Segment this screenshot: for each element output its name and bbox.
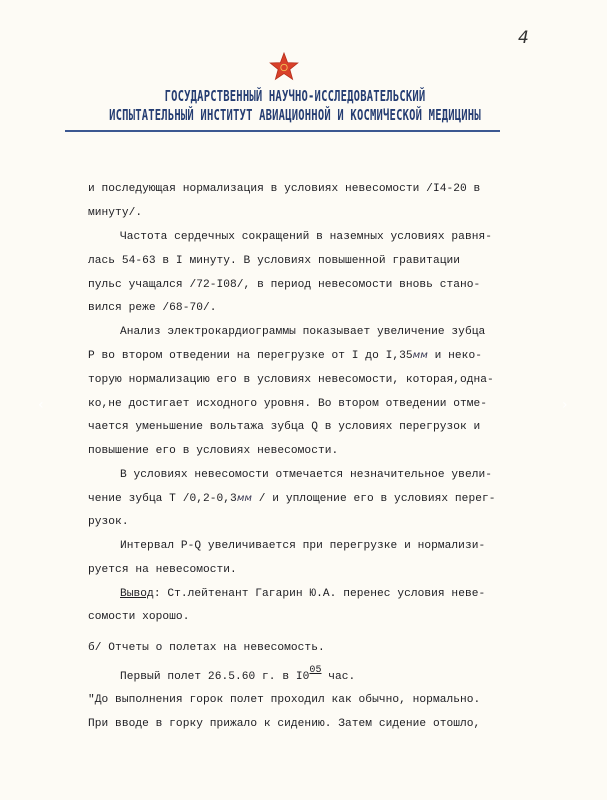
text-line: При вводе в горку прижало к сидению. Затем сидение отошло, (88, 718, 481, 730)
text-line: вился реже /68-70/. (88, 302, 217, 314)
text-line: руется на невесомости. (88, 564, 237, 576)
handwritten-unit: мм (412, 350, 428, 361)
text-line: ко,не достигает исходного уровня. Во втором отведении отме- (88, 398, 488, 410)
text-line (120, 588, 485, 600)
text-line (88, 493, 496, 505)
superscript-minutes: 05 (309, 665, 322, 676)
text-segment: / и уплощение его в условиях перег- (252, 493, 496, 505)
text-segment: чение зубца Т /0,2-0,3 (88, 493, 237, 505)
page-number: 4 (518, 28, 529, 48)
chevron-left-icon[interactable]: ‹ (38, 397, 44, 413)
letterhead-line-1: ГОСУДАРСТВЕННЫЙ НАУЧНО-ИССЛЕДОВАТЕЛЬСКИЙ (164, 88, 426, 106)
text-segment: : Ст.лейтенант Гагарин Ю.А. перенес условия невe- (153, 588, 486, 600)
text-line: В условиях невесомости отмечается незначительное увели- (120, 469, 492, 481)
text-line: Интервал Р-Q увеличивается при перегрузке и нормализи- (120, 540, 486, 552)
text-line (88, 350, 482, 362)
text-segment: Р во втором отведении на перегрузке от I до I,35 (88, 350, 413, 362)
conclusion-label: Вывод (120, 588, 154, 600)
text-segment: и неко- (427, 350, 482, 362)
text-line: лась 54-63 в I минуту. В условиях повышенной гравитации (88, 255, 460, 267)
chevron-right-icon[interactable]: › (562, 397, 568, 413)
handwritten-unit: мм (236, 493, 253, 504)
text-line: минуту/. (88, 207, 143, 219)
text-line: чается уменьшение вольтажа зубца Q в условиях перегрузок и (88, 421, 481, 433)
letterhead-rule (65, 130, 500, 132)
text-line: повышение его в условиях невесомости. (88, 445, 339, 457)
text-line (120, 665, 356, 683)
text-segment: Первый полет 26.5.60 г. в I0 (120, 671, 310, 683)
text-segment: час. (321, 671, 356, 683)
text-line: Частота сердечных сокращений в наземных условиях равня- (120, 231, 492, 243)
text-line: торую нормализацию его в условиях невесомости, которая,одна- (88, 374, 494, 386)
section-heading: б/ Отчеты о полетах на невесомость. (88, 642, 325, 654)
text-line: и последующая нормализация в условиях невесомости /I4-20 в (88, 183, 481, 195)
text-line: пульс учащался /72-I08/, в период невесомости вновь стано- (88, 279, 481, 291)
text-line: "До выполнения горок полет проходил как обычно, нормально. (88, 694, 481, 706)
text-line: сомости хорошо. (88, 611, 190, 623)
text-line: Анализ электрокардиограммы показывает увеличение зубца (120, 326, 486, 338)
text-line: рузок. (88, 516, 129, 528)
letterhead-line-2: ИСПЫТАТЕЛЬНЫЙ ИНСТИТУТ АВИАЦИОННОЙ И КОСМИЧЕСКОЙ МЕДИЦИНЫ (109, 107, 481, 125)
red-star-emblem (269, 52, 299, 82)
